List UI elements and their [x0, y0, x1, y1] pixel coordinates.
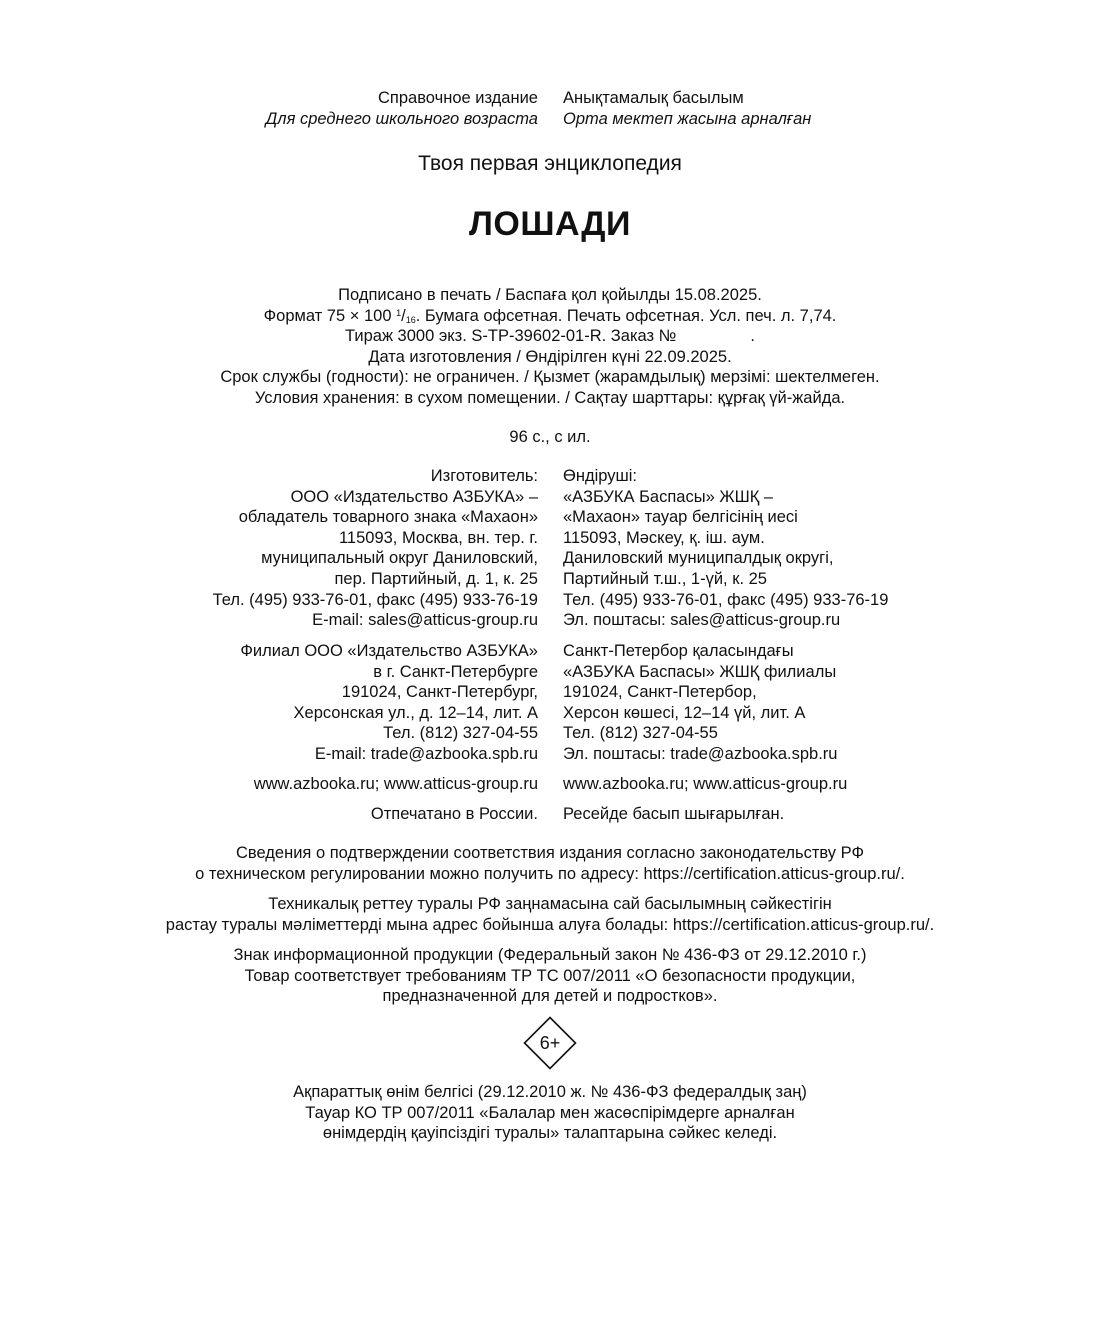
age-rating-label: 6+: [539, 1033, 561, 1053]
run-post: .: [750, 327, 755, 346]
manufacturer-row: обладатель товарного знака «Махаон» «Махаон» тауар белгісінің иесі: [238, 508, 798, 527]
run-line: [0, 326, 1100, 347]
branch-row: 191024, Санкт-Петербург, 191024, Санкт-Петербор,: [341, 683, 757, 702]
edition-type-kz: Анықтамалық басылым: [563, 89, 744, 107]
format-slash: /: [401, 306, 406, 325]
service-line: Срок службы (годности): не ограничен. / Қызмет (жарамдылық) мерзімі: шектелмеген.: [220, 368, 880, 387]
signed-line: Подписано в печать / Баспаға қол қойылды 15.08.2025.: [338, 286, 762, 304]
branch-row: в г. Санкт-Петербурге «АЗБУКА Баспасы» ЖШҚ филиалы: [373, 662, 837, 681]
run-pre: Тираж 3000 экз. S-TP-39602-01-R. Заказ №: [345, 327, 677, 346]
manufacturer-row: муниципальный округ Даниловский, Даниловский муниципалдық округі,: [261, 549, 834, 568]
format-line: [0, 306, 1100, 327]
websites-row: [0, 774, 1100, 795]
page-count: 96 с., с ил.: [509, 428, 591, 446]
manufacturer-row: Изготовитель: Өндіруші:: [430, 467, 637, 485]
edition-type-row: [0, 88, 1100, 109]
manufacturer-block: [0, 466, 1100, 631]
format-numerator: 1: [396, 307, 402, 318]
printed-in-kz: Ресейде басып шығарылған.: [563, 805, 785, 823]
age-group-row: [0, 109, 1100, 130]
printed-in-row: [0, 804, 1100, 825]
branch-block: [0, 641, 1100, 765]
printed-in-ru: Отпечатано в России.: [370, 805, 538, 823]
info-sign-ru: Знак информационной продукции (Федеральный закон № 436-ФЗ от 29.12.2010 г.) Товар соответствует требованиям ТР ТС 007/2011 «О безопасности продукции, предназначенной для детей и подростков».: [233, 946, 867, 1006]
format-post: . Бумага офсетная. Печать офсетная. Усл. печ. л. 7,74.: [415, 306, 837, 325]
branch-row: Филиал ООО «Издательство АЗБУКА» Санкт-Петербор қаласындағы: [240, 642, 794, 660]
certification-kz: Техникалық реттеу туралы РФ заңнамасына сай басылымның сәйкестігін растау туралы мәліметтерді мына адрес бойынша алуға болады: https://certification.atticus-group.ru/.: [165, 895, 935, 934]
manufacturer-row: пер. Партийный, д. 1, к. 25 Партийный т.ш., 1-үй, к. 25: [334, 569, 767, 588]
age-rating-badge: [523, 1016, 577, 1070]
series-name: Твоя первая энциклопедия: [418, 152, 682, 175]
age-group-ru: Для среднего школьного возраста: [265, 109, 538, 128]
manufacturer-row: ООО «Издательство АЗБУКА» – «АЗБУКА Баспасы» ЖШҚ –: [290, 487, 774, 506]
manufacturer-row: 115093, Москва, вн. тер. г. 115093, Мәскеу, қ. іш. аум.: [338, 528, 765, 547]
websites-ru[interactable]: www.azbooka.ru; www.atticus-group.ru: [253, 775, 538, 793]
info-sign-kz: Ақпараттық өнім белгісі (29.12.2010 ж. № 436-ФЗ федералдық заң) Тауар КО ТР 007/2011 «Балалар мен жасөспірімдерге арналған өнімдердің қауіпсіздігі туралы» талаптарына сәйкес келеді.: [293, 1083, 807, 1143]
websites-kz[interactable]: www.azbooka.ru; www.atticus-group.ru: [563, 775, 848, 793]
made-line: Дата изготовления / Өндірілген күні 22.09.2025.: [368, 347, 732, 366]
age-group-kz: Орта мектеп жасына арналған: [563, 109, 812, 128]
edition-type-ru: Справочное издание: [378, 89, 538, 107]
edition-type-block: [0, 88, 1100, 129]
branch-row: E-mail: trade@azbooka.spb.ru Эл. поштасы: trade@azbooka.spb.ru: [314, 744, 838, 763]
format-pre: Формат 75 × 100: [263, 306, 397, 325]
manufacturer-row: Тел. (495) 933-76-01, факс (495) 933-76-19 Тел. (495) 933-76-01, факс (495) 933-76-19: [212, 590, 889, 609]
storage-line: Условия хранения: в сухом помещении. / Сақтау шарттары: құрғақ үй-жайда.: [254, 388, 846, 407]
print-info: [0, 285, 1100, 409]
branch-row: Тел. (812) 327-04-55 Тел. (812) 327-04-55: [383, 724, 718, 743]
book-title: ЛОШАДИ: [469, 205, 631, 243]
certification-ru: Сведения о подтверждении соответствия издания согласно законодательству РФ о техническом регулировании можно получить по адресу: https://certification.atticus-group.ru/.: [195, 844, 905, 883]
branch-row: Херсонская ул., д. 12–14, лит. А Херсон көшесі, 12–14 үй, лит. А: [293, 703, 806, 722]
format-denominator: 16: [405, 314, 416, 325]
manufacturer-row: E-mail: sales@atticus-group.ru Эл. поштасы: sales@atticus-group.ru: [312, 611, 841, 630]
